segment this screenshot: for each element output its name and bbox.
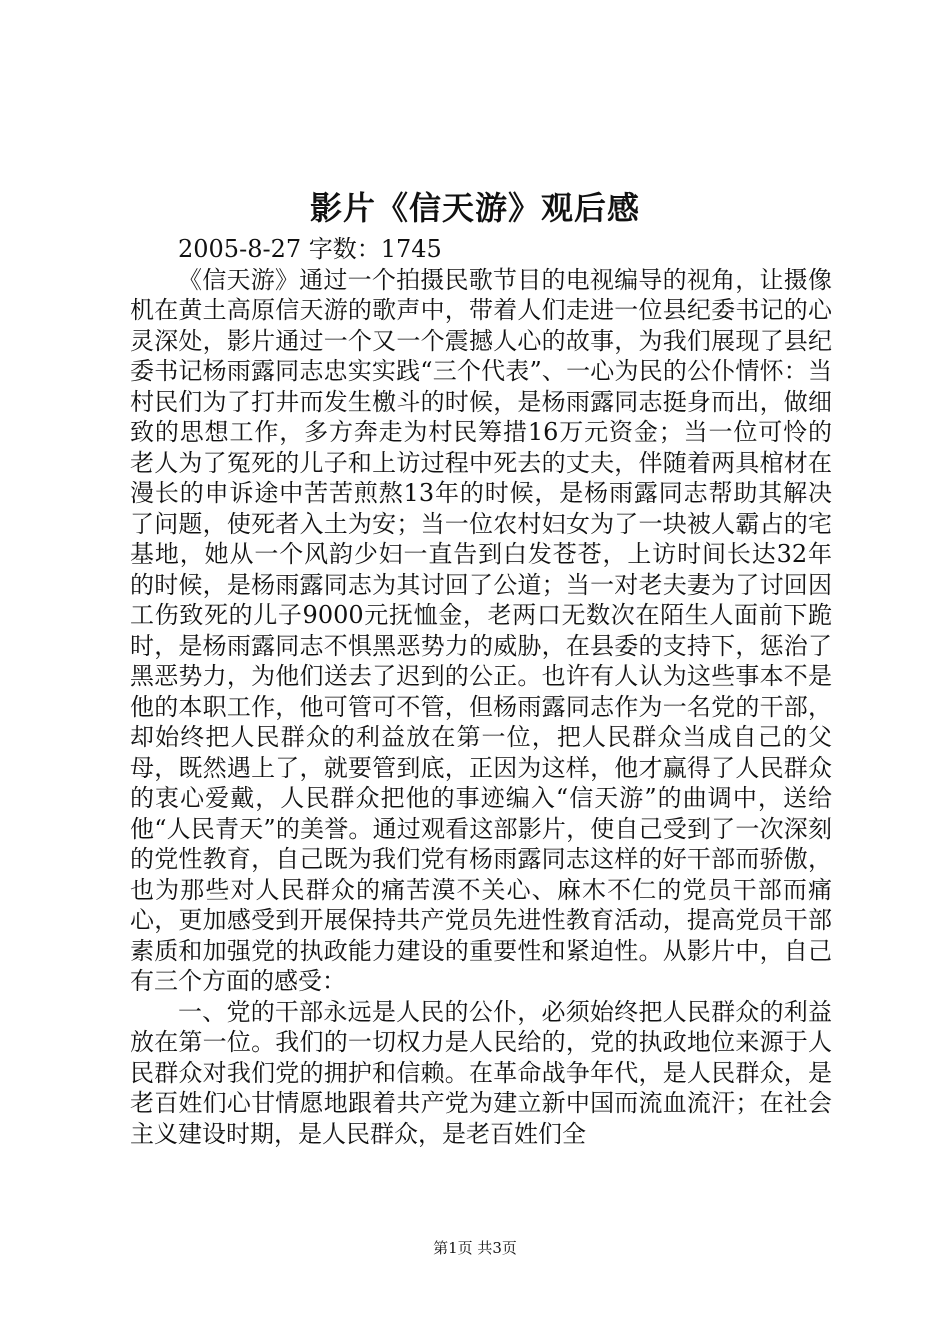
document-title: 影片《信天游》观后感 bbox=[309, 189, 640, 227]
paragraph-1: 《信天游》通过一个拍摄民歌节目的电视编导的视角，让摄像机在黄土高原信天游的歌声中，带着人们走进一位县纪委书记的心灵深处，影片通过一个又一个震撼人心的故事，为我们展现了县纪委书记杨雨露同志忠实实践“三个代表”、一心为民的公仆情怀：当村民们为了打井而发生檄斗的时候，是杨雨露同志挺身而出，做细致的思想工作，多方奔走为村民筹措16万元资金；当一位可怜的老人为了冤死的儿子和上访过程中死去的丈夫，伴随着两具棺材在漫长的申诉途中苦苦煎熬13年的时候，是杨雨露同志帮助其解决了问题，使死者入土为安；当一位农村妇女为了一块被人霸占的宅基地，她从一个风韵少妇一直告到白发苍苍，上访时间长达32年的时候，是杨雨露同志为其讨回了公道；当一对老夫妻为了讨回因工伤致死的儿子9000元抚恤金，老两口无数次在陌生人面前下跪时，是杨雨露同志不惧黑恶势力的威胁，在县委的支持下，惩治了黑恶势力，为他们送去了迟到的公正。也许有人认为这些事本不是他的本职工作，他可管可不管，但杨雨露同志作为一名党的干部，却始终把人民群众的利益放在第一位，把人民群众当成自己的父母，既然遇上了，就要管到底，正因为这样，他才赢得了人民群众的衷心爱戴，人民群众把他的事迹编入“信天游”的曲调中，送给他“人民青天”的美誉。通过观看这部影片，使自己受到了一次深刻的党性教育，自己既为我们党有杨雨露同志这样的好干部而骄傲，也为那些对人民群众的痛苦漠不关心、麻木不仁的党员干部而痛心，更加感受到开展保持共产党员先进性教育活动，提高党员干部素质和加强党的执政能力建设的重要性和紧迫性。从影片中，自己有三个方面的感受： bbox=[130, 265, 832, 995]
paragraph-2: 一、党的干部永远是人民的公仆，必须始终把人民群众的利益放在第一位。我们的一切权力是人民给的，党的执政地位来源于人民群众对我们党的拥护和信赖。在革命战争年代，是人民群众，是老百姓们心甘情愿地跟着共产党为建立新中国而流血流汗；在社会主义建设时期，是人民群众，是老百姓们全 bbox=[130, 997, 832, 1148]
page-number-footer: 第1页 共3页 bbox=[433, 1239, 517, 1257]
document-body bbox=[130, 234, 832, 1149]
document-meta: 2005-8-27 字数：1745 bbox=[178, 235, 442, 263]
